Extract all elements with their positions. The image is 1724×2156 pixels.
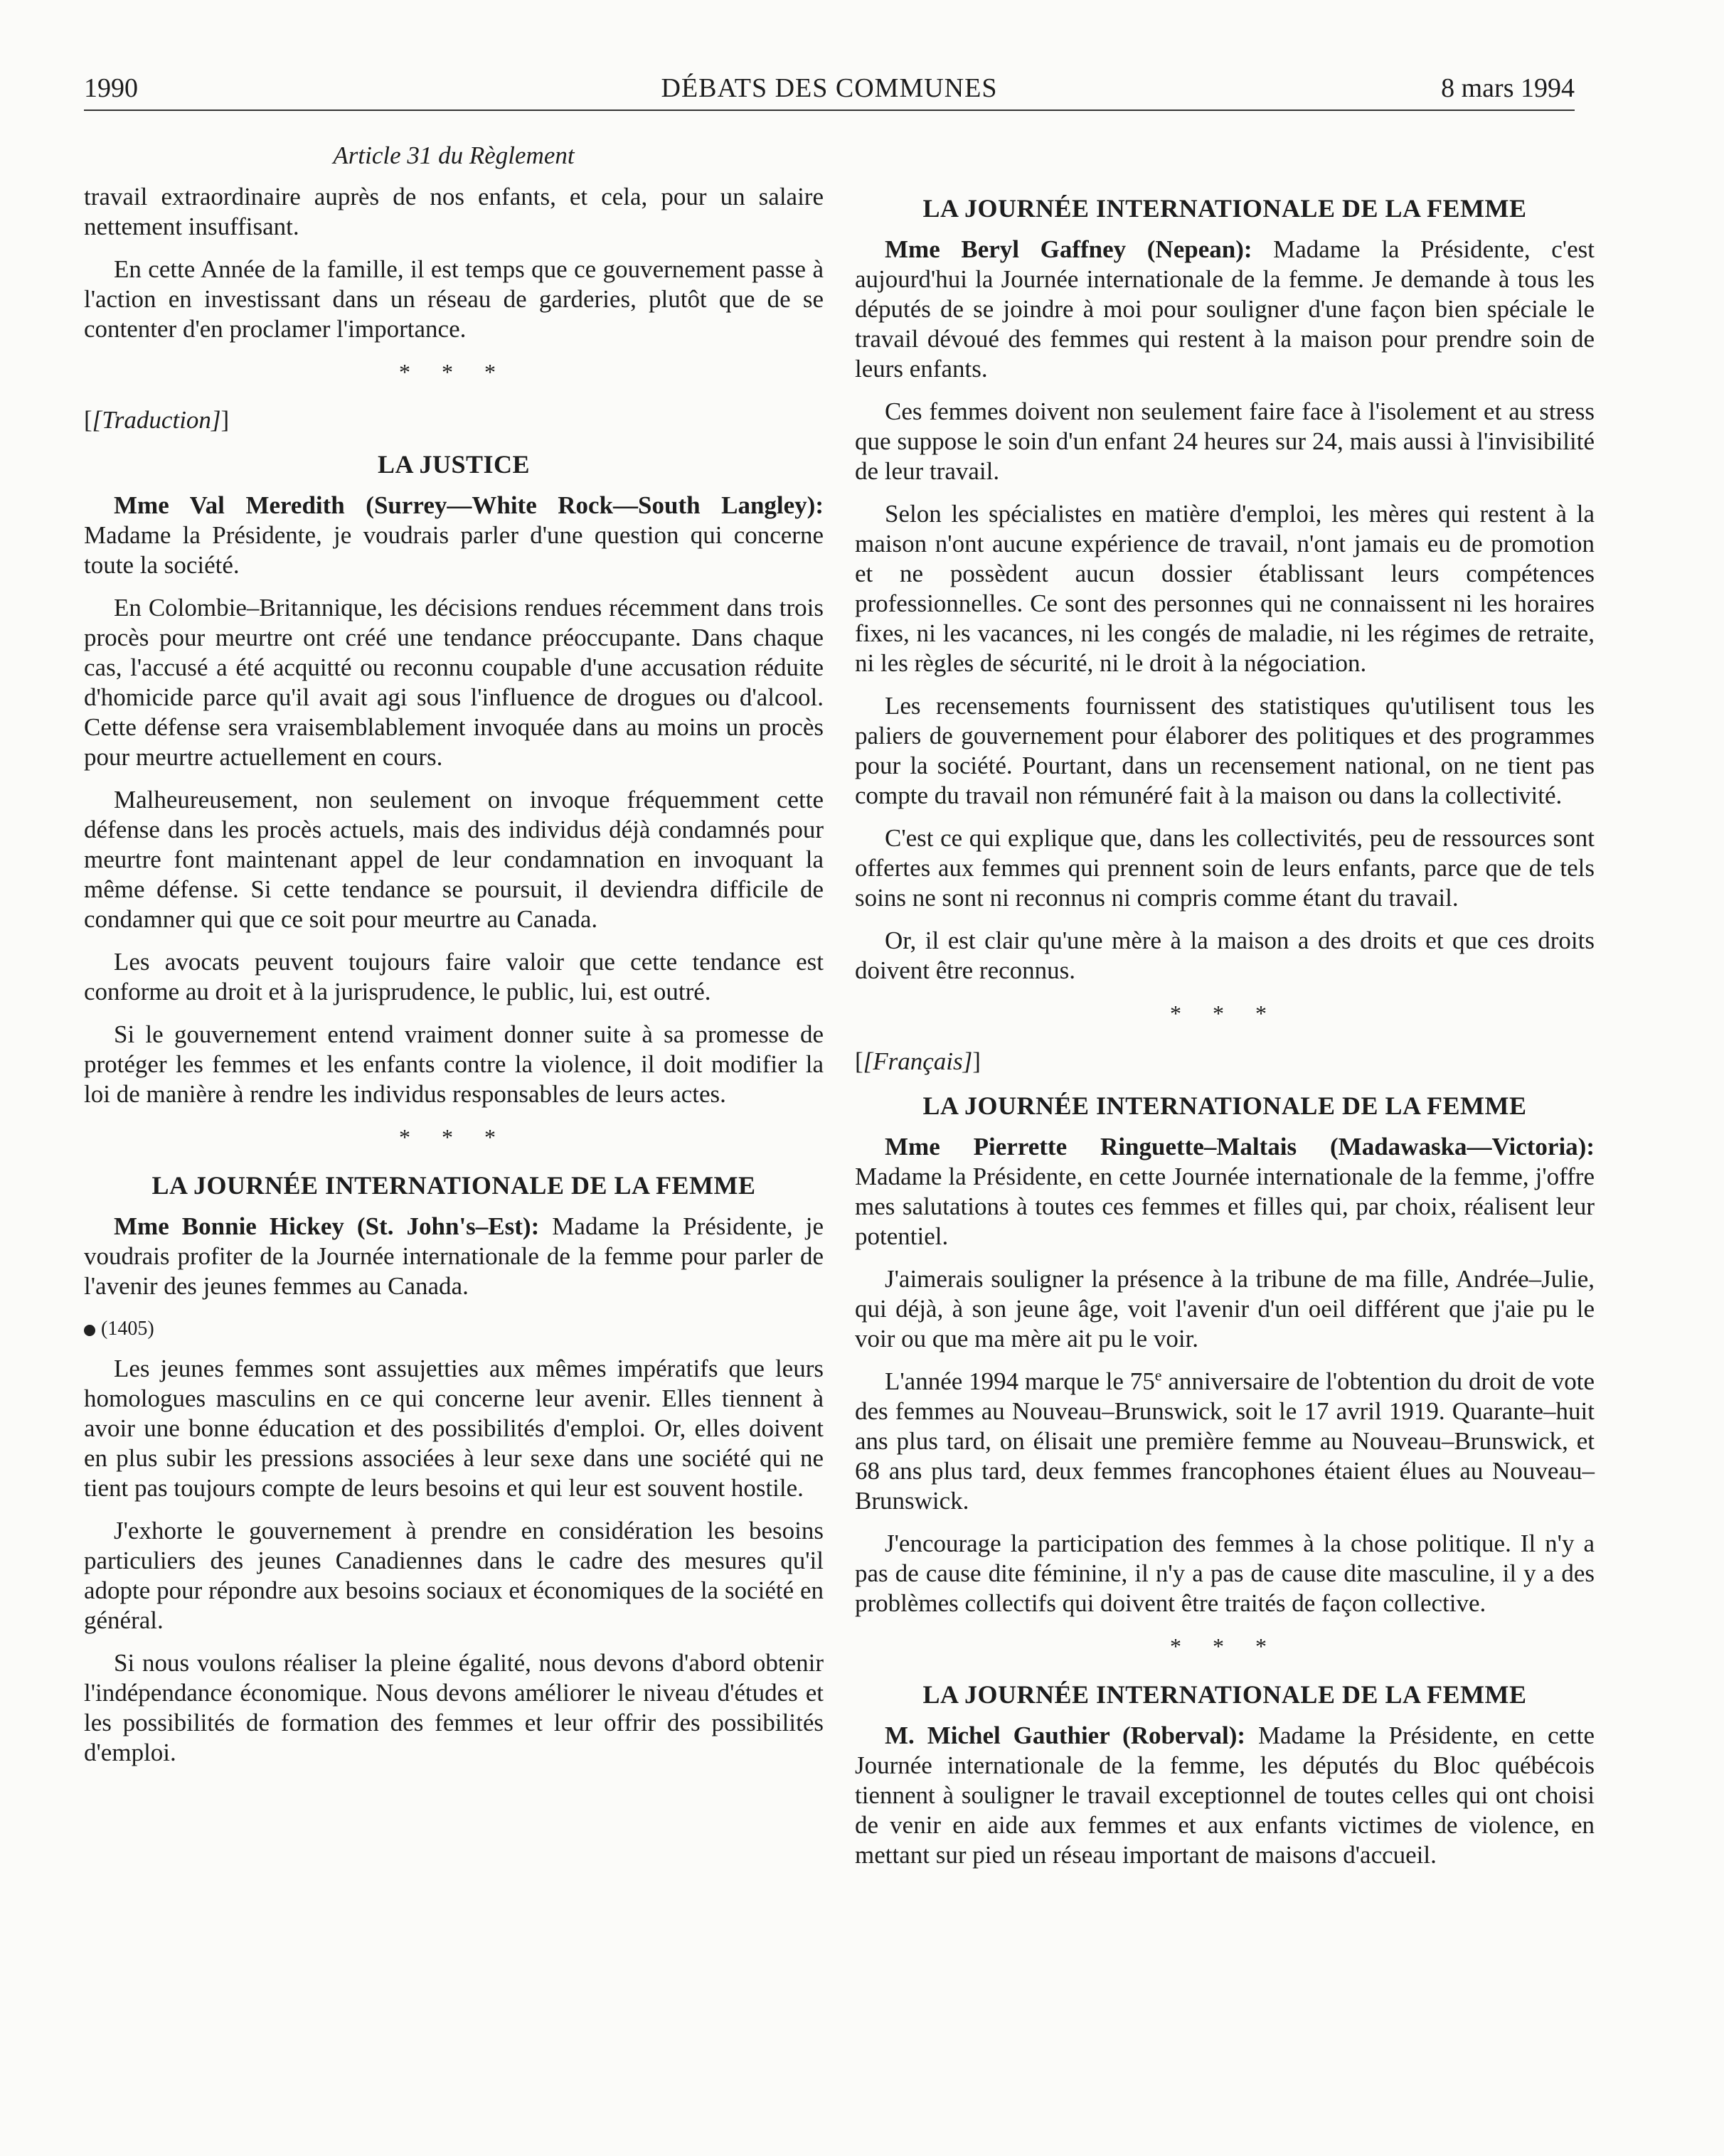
- statement-text: Madame la Présidente, je voudrais profiter de la Journée internationale de la femme pour parler de l'avenir des jeunes femmes au Canada.: [84, 1212, 824, 1300]
- paragraph: Les recensements fournissent des statistiques qu'utilisent tous les paliers de gouvernement pour élaborer des politiques et des programmes pour la société. Pourtant, dans un recensement national, on ne tient pas compte du travail non rémunéré fait à la maison ou dans la collectivité.: [855, 692, 1595, 809]
- speaker-name: Mme Val Meredith (Surrey—White Rock—South Langley):: [114, 491, 824, 519]
- bullet-icon: [84, 1325, 95, 1336]
- language-tag: [[Français]]: [855, 1047, 981, 1075]
- paragraph: Si le gouvernement entend vraiment donner suite à sa promesse de protéger les femmes et les enfants contre la violence, il doit modifier la loi de manière à rendre les individus responsables de leurs actes.: [84, 1020, 824, 1108]
- statement-text: Madame la Présidente, je voudrais parler d'une question qui concerne toute la société.: [84, 521, 824, 579]
- speaker-name: Mme Bonnie Hickey (St. John's–Est):: [114, 1212, 540, 1240]
- section-separator: * * *: [399, 1124, 509, 1150]
- section-heading: LA JUSTICE: [377, 450, 531, 479]
- time-marker-text: (1405): [101, 1318, 154, 1340]
- section-heading: LA JOURNÉE INTERNATIONALE DE LA FEMME: [151, 1171, 756, 1200]
- statement-text: Madame la Présidente, en cette Journée internationale de la femme, les députés du Bloc québécois tiennent à souligner le travail exceptionnel de toutes celles qui ont choisi de venir en aide aux femmes et aux enfants victimes de violence, en mettant sur pied un réseau important de maisons d'accueil.: [855, 1722, 1595, 1869]
- paragraph: C'est ce qui explique que, dans les collectivités, peu de ressources sont offertes aux femmes qui prennent soin de leurs enfants, parce que de tels soins ne sont ni reconnus ni compris comme étant du travail.: [855, 824, 1595, 912]
- statement-paragraph: [84, 1212, 824, 1301]
- section-heading: LA JOURNÉE INTERNATIONALE DE LA FEMME: [922, 1680, 1527, 1709]
- paragraph: Les avocats peuvent toujours faire valoir que cette tendance est conforme au droit et à la jurisprudence, le public, lui, est outré.: [84, 948, 824, 1005]
- publication-title: DÉBATS DES COMMUNES: [661, 73, 998, 103]
- paragraph: Ces femmes doivent non seulement faire face à l'isolement et au stress que suppose le soin d'un enfant 24 heures sur 24, mais aussi à l'invisibilité de leur travail.: [855, 397, 1595, 485]
- paragraph: [855, 1367, 1595, 1516]
- statement-text: Madame la Présidente, c'est aujourd'hui la Journée internationale de la femme. Je demande à tous les députés de se joindre à moi pour souligner d'une façon bien spéciale le travail dévoué des femmes qui restent à la maison pour prendre soin de leurs enfants.: [855, 235, 1595, 383]
- page-header: [84, 67, 1575, 111]
- paragraph-text: L'année 1994 marque le 75: [885, 1367, 1155, 1395]
- language-tag: [[Traduction]]: [84, 406, 230, 434]
- paragraph: Les jeunes femmes sont assujetties aux mêmes impératifs que leurs homologues masculins en ce qui concerne leur avenir. Elles tiennent à avoir une bonne éducation et des possibilités d'emploi. Or, elles doivent en plus subir les pressions associées à leur sexe dans une société qui ne tient pas toujours compte de leurs besoins et qui leur est souvent hostile.: [84, 1355, 824, 1502]
- page-date: 8 mars 1994: [1441, 73, 1575, 103]
- section-separator: * * *: [399, 359, 509, 385]
- paragraph-text: anniversaire de l'obtention du droit de vote des femmes au Nouveau–Brunswick, soit le 17 avril 1919. Quarante–huit ans plus tard, on élisait une première femme au Nouveau–Brunswick, et 68 ans plus tard, deux femmes francophones étaient élues au Nouveau–Brunswick.: [855, 1367, 1595, 1515]
- speaker-name: Mme Beryl Gaffney (Nepean):: [885, 235, 1252, 263]
- speaker-name: M. Michel Gauthier (Roberval):: [885, 1722, 1246, 1749]
- statement-paragraph: [855, 1132, 1595, 1252]
- section-heading: LA JOURNÉE INTERNATIONALE DE LA FEMME: [922, 1092, 1527, 1120]
- paragraph: En Colombie–Britannique, les décisions rendues récemment dans trois procès pour meurtre ont créé une tendance préoccupante. Dans chaque cas, l'accusé a été acquitté ou reconnu coupable d'une accusation réduite d'homicide parce qu'il avait agi sous l'influence de drogues ou d'alcool. Cette défense sera vraisemblablement invoquée dans au moins un procès pour meurtre actuellement en cours.: [84, 594, 824, 771]
- section-separator: * * *: [1170, 1633, 1279, 1659]
- statement-paragraph: [855, 1721, 1595, 1870]
- right-column: [855, 141, 1595, 1883]
- paragraph: travail extraordinaire auprès de nos enfants, et cela, pour un salaire nettement insuffisant.: [84, 183, 824, 240]
- paragraph: J'exhorte le gouvernement à prendre en considération les besoins particuliers des jeunes Canadiennes dans le cadre des mesures qu'il adopte pour répondre aux besoins sociaux et économiques de la société en général.: [84, 1517, 824, 1634]
- paragraph: En cette Année de la famille, il est temps que ce gouvernement passe à l'action en investissant dans un réseau de garderies, plutôt que de se contenter d'en proclamer l'importance.: [84, 255, 824, 343]
- paragraph: Malheureusement, non seulement on invoque fréquemment cette défense dans les procès actuels, mais des individus déjà condamnés pour meurtre font maintenant appel de leur condamnation en invoquant la même défense. Si cette tendance se poursuit, il deviendra difficile de condamner qui que ce soit pour meurtre au Canada.: [84, 786, 824, 933]
- section-separator: * * *: [1170, 1000, 1279, 1026]
- statement-text: Madame la Présidente, en cette Journée internationale de la femme, j'offre mes salutations à toutes ces femmes et filles qui, par choix, réalisent leur potentiel.: [855, 1163, 1595, 1250]
- paragraph: Selon les spécialistes en matière d'emploi, les mères qui restent à la maison n'ont aucune expérience de travail, n'ont jamais eu de promotion et ne possèdent aucun dossier établissant leurs compétences professionnelles. Ce sont des personnes qui ne connaissent ni les horaires fixes, ni les vacances, ni les congés de maladie, ni les régimes de retraite, ni les règles de sécurité, ni le droit à la négociation.: [855, 500, 1595, 677]
- section-heading: LA JOURNÉE INTERNATIONALE DE LA FEMME: [922, 194, 1527, 223]
- ordinal-suffix: e: [1154, 1366, 1162, 1384]
- statement-paragraph: [84, 491, 824, 580]
- time-marker: [84, 1314, 824, 1344]
- language-tag-text: [Traduction]: [92, 406, 221, 434]
- paragraph: Or, il est clair qu'une mère à la maison a des droits et que ces droits doivent être reconnus.: [855, 927, 1595, 984]
- left-column: [84, 141, 824, 1781]
- paragraph: J'aimerais souligner la présence à la tribune de ma fille, Andrée–Julie, qui déjà, à son jeune âge, voit l'avenir d'un oeil différent que j'aie pu le voir ou que ma mère ait pu le voir.: [855, 1265, 1595, 1352]
- page-number: 1990: [84, 73, 138, 103]
- section-subtitle: Article 31 du Règlement: [333, 142, 575, 169]
- language-tag-text: [Français]: [863, 1047, 973, 1075]
- speaker-name: Mme Pierrette Ringuette–Maltais (Madawaska—Victoria):: [885, 1133, 1595, 1160]
- paragraph: J'encourage la participation des femmes à la chose politique. Il n'y a pas de cause dite féminine, il n'y a pas de cause dite masculine, il y a des problèmes collectifs qui doivent être traités de façon collective.: [855, 1530, 1595, 1617]
- paragraph: Si nous voulons réaliser la pleine égalité, nous devons d'abord obtenir l'indépendance économique. Nous devons améliorer le niveau d'études et les possibilités de formation des femmes et leur offrir des possibilités d'emploi.: [84, 1649, 824, 1766]
- statement-paragraph: [855, 235, 1595, 384]
